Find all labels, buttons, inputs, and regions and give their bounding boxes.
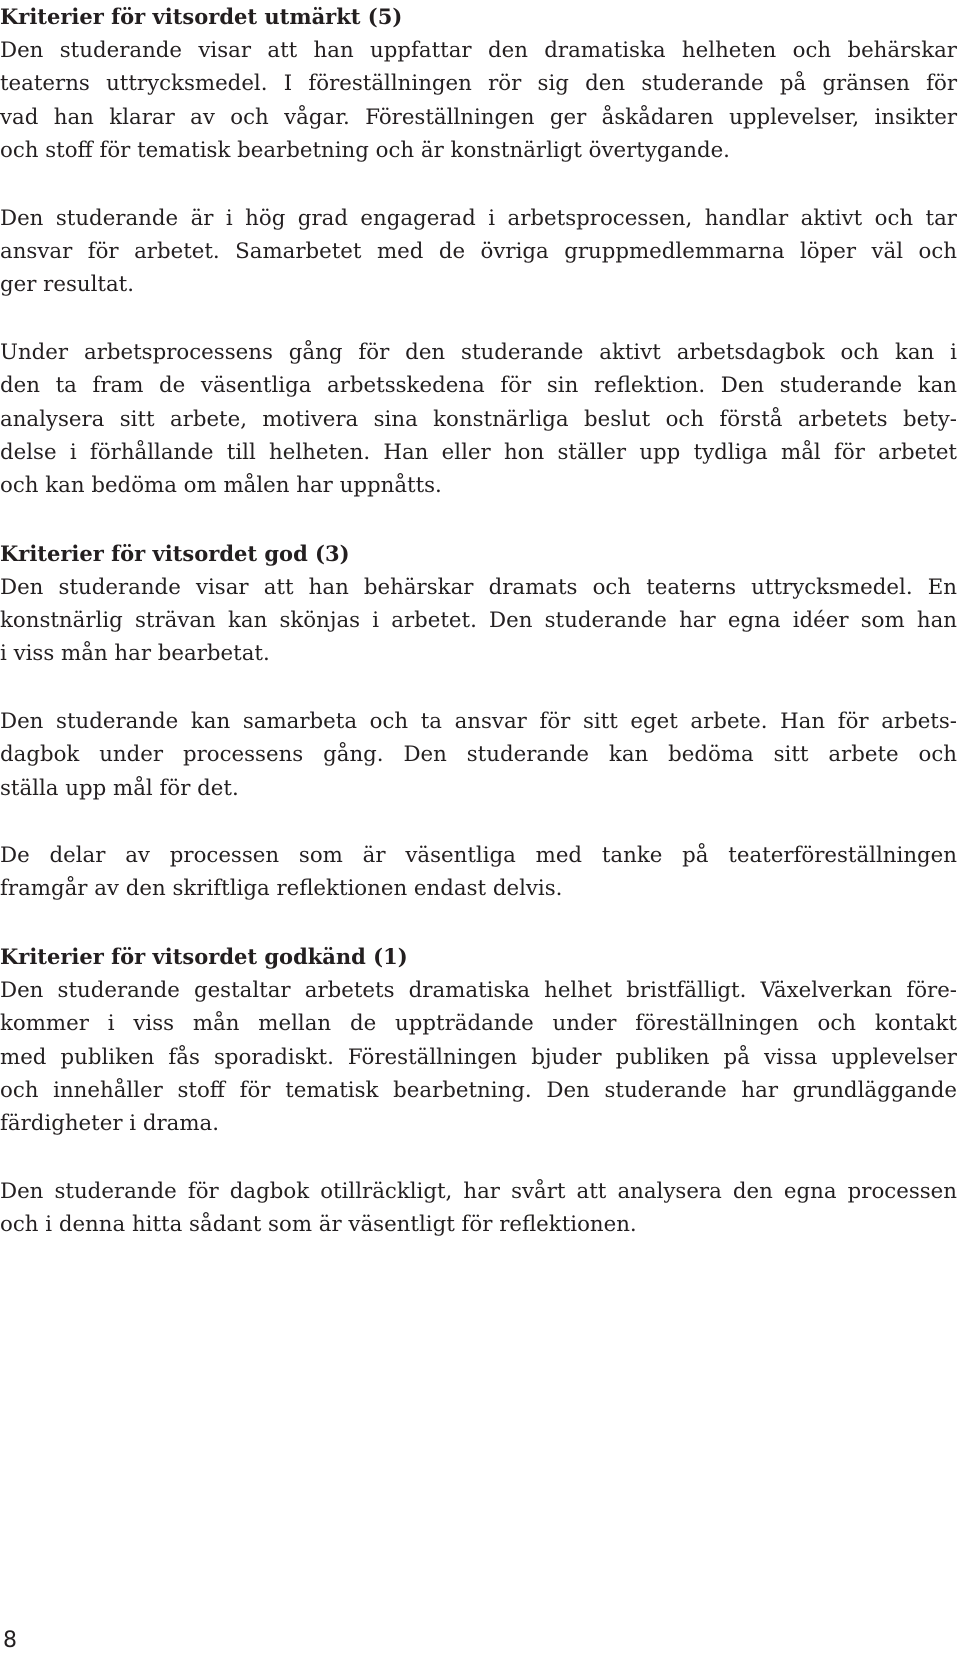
section-heading: Kriterier för vitsordet godkänd (1) [0,943,408,969]
paragraph [0,336,957,503]
paragraph [0,974,957,1141]
text-line: Den studerande visar att han behärskar dramats och teaterns uttrycksmedel. En [0,574,957,600]
text-line: färdigheter i drama. [0,1111,220,1137]
section-god [0,537,957,906]
text-line: ställa upp mål för det. [0,775,239,801]
text-line: Den studerande gestaltar arbetets dramatiska helhet bristfälligt. Växelverkan före- [0,977,957,1003]
text-line: teaterns uttrycksmedel. I föreställningen rör sig den studerande på gränsen för [0,71,957,97]
paragraph [0,705,957,805]
paragraph [0,1175,957,1242]
section-utmarkt [0,0,957,503]
section-heading: Kriterier för vitsordet god (3) [0,540,350,566]
text-line: De delar av processen som är väsentliga med tanke på teaterföreställningen [0,843,957,869]
text-line: delse i förhållande till helheten. Han eller hon ställer upp tydliga mål för arbetet [0,439,957,465]
section-godkand [0,940,957,1242]
paragraph [0,571,957,671]
text-line: och stoff för tematisk bearbetning och är konstnärligt övertygande. [0,138,730,164]
text-line: dagbok under processens gång. Den studerande kan bedöma sitt arbete och [0,742,957,768]
text-line: ger resultat. [0,272,135,298]
text-line: vad han klarar av och vågar. Föreställningen ger åskådaren upplevelser, insikter [0,104,957,130]
text-line: den ta fram de väsentliga arbetsskedena för sin reflektion. Den studerande kan [0,373,957,399]
text-line: med publiken fås sporadiskt. Föreställningen bjuder publiken på vissa upplevelser [0,1044,957,1070]
text-line: Den studerande för dagbok otillräckligt, har svårt att analysera den egna processen [0,1178,957,1204]
text-line: framgår av den skriftliga reflektionen endast delvis. [0,876,563,902]
text-line: Den studerande visar att han uppfattar den dramatiska helheten och behärskar [0,38,957,63]
text-line: Den studerande är i hög grad engagerad i arbetsprocessen, handlar aktivt och tar [0,205,957,231]
paragraph [0,34,957,168]
text-line: och innehåller stoff för tematisk bearbetning. Den studerande har grundläggande [0,1077,957,1103]
page-number: 8 [3,1628,17,1653]
paragraph [0,839,957,906]
text-line: ansvar för arbetet. Samarbetet med de övriga gruppmedlemmarna löper väl och [0,238,957,264]
text-line: och kan bedöma om målen har uppnåtts. [0,473,442,499]
text-line: analysera sitt arbete, motivera sina konstnärliga beslut och förstå arbetets bety- [0,406,957,432]
text-line: i viss mån har bearbetat. [0,641,270,667]
text-line: konstnärlig strävan kan skönjas i arbetet. Den studerande har egna idéer som han [0,608,957,634]
text-line: kommer i viss mån mellan de uppträdande under föreställningen och kontakt [0,1011,957,1037]
paragraph [0,202,957,302]
text-line: Under arbetsprocessens gång för den studerande aktivt arbetsdagbok och kan i [0,339,957,365]
text-line: och i denna hitta sådant som är väsentligt för reflektionen. [0,1212,637,1238]
text-line: Den studerande kan samarbeta och ta ansvar för sitt eget arbete. Han för arbets- [0,708,957,734]
section-heading: Kriterier för vitsordet utmärkt (5) [0,4,403,29]
